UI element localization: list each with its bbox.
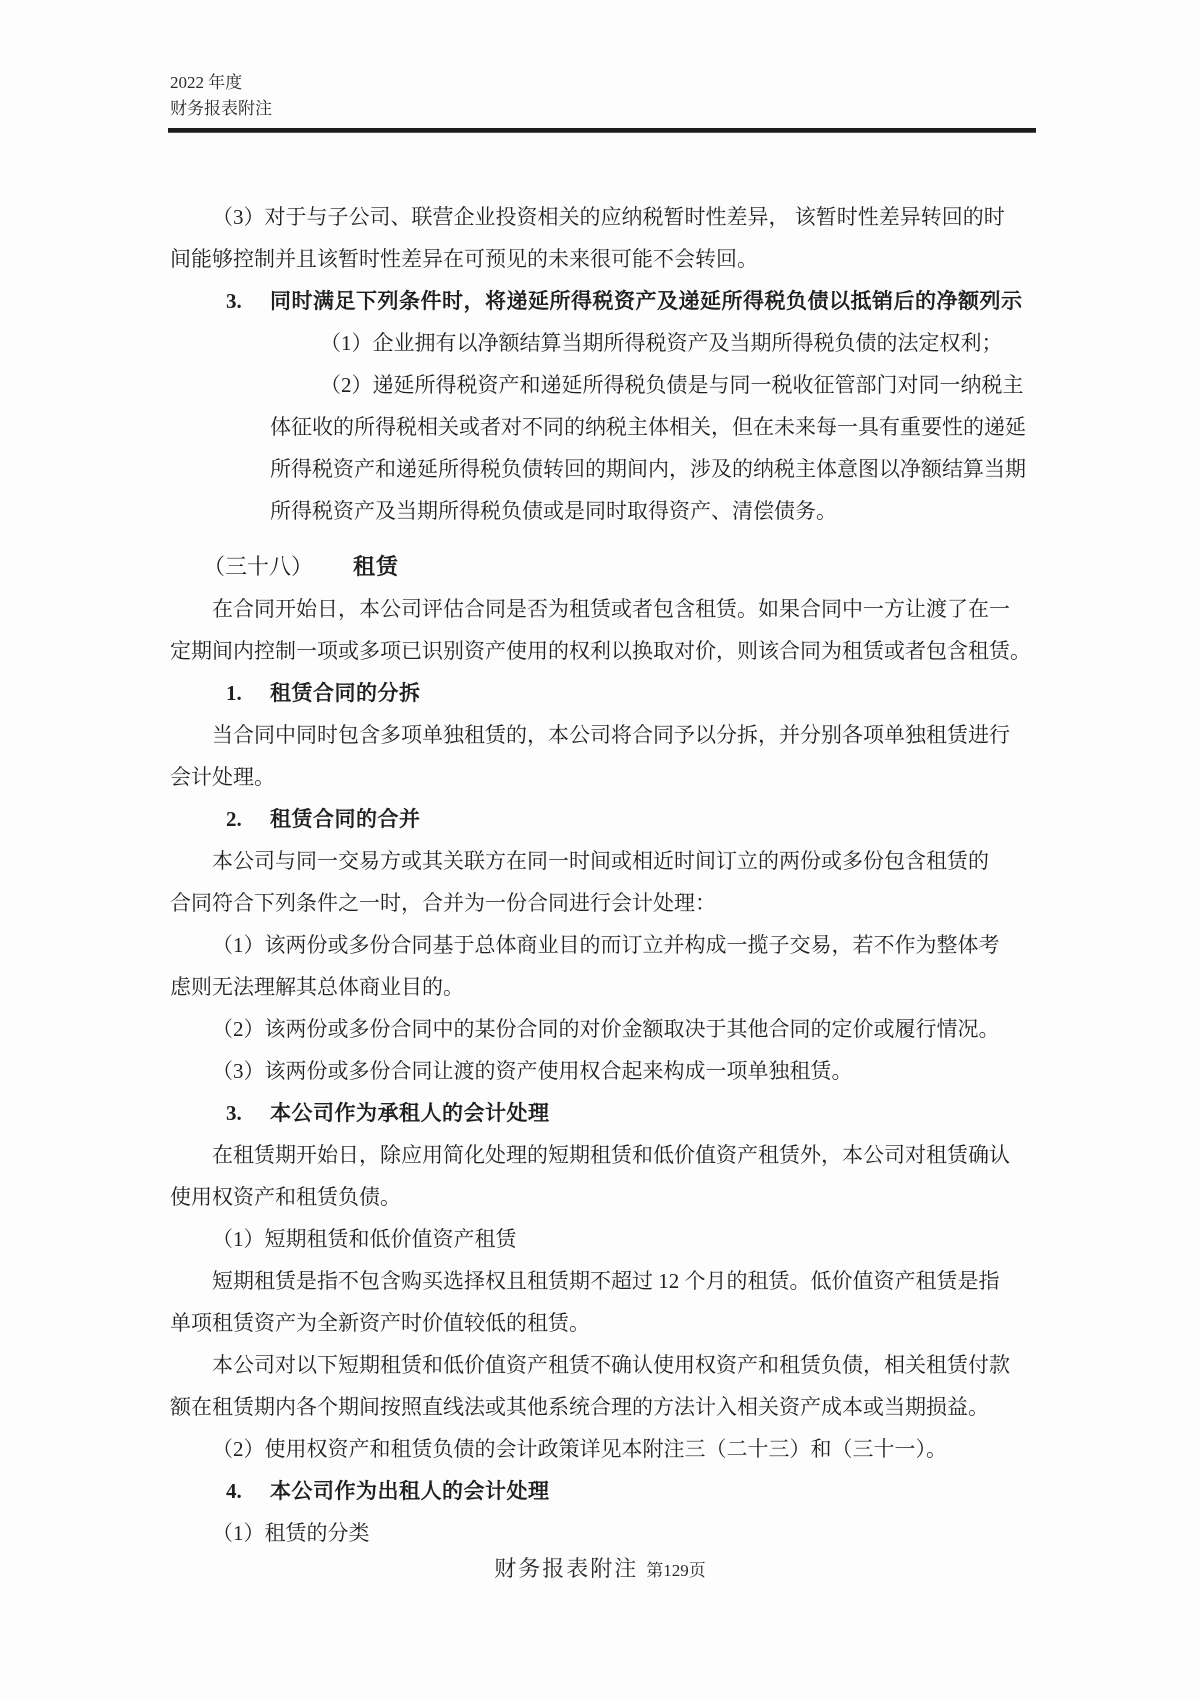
text-line	[170, 714, 1038, 756]
text-line	[170, 588, 1038, 630]
text-line	[170, 966, 1038, 1008]
line-text: 在租赁期开始日，除应用简化处理的短期租赁和低价值资产租赁外，本公司对租赁确认	[212, 1143, 1010, 1167]
line-text: 单项租赁资产为全新资产时价值较低的租赁。	[170, 1311, 590, 1335]
text-line	[170, 448, 1038, 490]
content-lines	[170, 196, 1038, 1554]
line-number: 4.	[226, 1479, 242, 1503]
line-number: 3.	[226, 289, 242, 313]
line-text: （1）企业拥有以净额结算当期所得税资产及当期所得税负债的法定权利；	[320, 331, 1003, 355]
line-text: （1）租赁的分类	[212, 1521, 370, 1545]
header-doc-title: 财务报表附注	[170, 99, 272, 118]
line-text: 租赁合同的分拆	[270, 682, 421, 705]
heading-line	[170, 1470, 1038, 1512]
text-line	[170, 364, 1038, 406]
line-text: （2）递延所得税资产和递延所得税负债是与同一税收征管部门对同一纳税主	[320, 373, 1024, 397]
line-number: 2.	[226, 807, 242, 831]
text-line	[170, 1260, 1038, 1302]
header-year: 2022 年度	[170, 73, 243, 92]
text-line	[170, 1344, 1038, 1386]
header-divider	[168, 128, 1036, 133]
text-line	[170, 1050, 1038, 1092]
heading-line	[170, 672, 1038, 714]
line-text: 所得税资产和递延所得税负债转回的期间内，涉及的纳税主体意图以净额结算当期	[270, 457, 1026, 481]
line-text: 合同符合下列条件之一时，合并为一份合同进行会计处理：	[170, 891, 716, 915]
line-text: （1）该两份或多份合同基于总体商业目的而订立并构成一揽子交易，若不作为整体考	[212, 933, 1000, 957]
line-text: 额在租赁期内各个期间按照直线法或其他系统合理的方法计入相关资产成本或当期损益。	[170, 1395, 989, 1419]
text-line	[170, 1428, 1038, 1470]
text-line	[170, 756, 1038, 798]
text-line	[170, 1218, 1038, 1260]
text-line	[170, 1134, 1038, 1176]
text-line	[170, 1386, 1038, 1428]
footer-page-number: 第129页	[646, 1561, 706, 1580]
line-text: 租赁合同的合并	[270, 808, 421, 831]
text-line	[170, 1302, 1038, 1344]
line-text: 使用权资产和租赁负债。	[170, 1185, 401, 1209]
line-text: 虑则无法理解其总体商业目的。	[170, 975, 464, 999]
line-text: 间能够控制并且该暂时性差异在可预见的未来很可能不会转回。	[170, 247, 758, 271]
line-text: （2）该两份或多份合同中的某份合同的对价金额取决于其他合同的定价或履行情况。	[212, 1017, 1000, 1041]
page-header	[170, 70, 272, 122]
line-text: 本公司对以下短期租赁和低价值资产租赁不确认使用权资产和租赁负债，相关租赁付款	[212, 1353, 1010, 1377]
line-text: 本公司作为承租人的会计处理	[270, 1102, 550, 1125]
text-line	[170, 840, 1038, 882]
line-text: 定期间内控制一项或多项已识别资产使用的权利以换取对价，则该合同为租赁或者包含租赁。	[170, 639, 1031, 663]
line-text: （3）对于与子公司、联营企业投资相关的应纳税暂时性差异， 该暂时性差异转回的时	[212, 205, 1005, 229]
footer-title: 财务报表附注	[494, 1556, 639, 1581]
line-text: 在合同开始日，本公司评估合同是否为租赁或者包含租赁。如果合同中一方让渡了在一	[212, 597, 1010, 621]
heading-line	[170, 1092, 1038, 1134]
line-text: 租赁	[353, 554, 400, 579]
line-text: （1）短期租赁和低价值资产租赁	[212, 1227, 517, 1251]
page-footer	[0, 1552, 1200, 1583]
section-heading	[170, 546, 1038, 588]
text-line	[170, 924, 1038, 966]
line-number: （三十八）	[203, 554, 314, 579]
line-text: （3）该两份或多份合同让渡的资产使用权合起来构成一项单独租赁。	[212, 1059, 853, 1083]
text-line	[170, 1008, 1038, 1050]
line-text: 本公司作为出租人的会计处理	[270, 1480, 550, 1503]
line-text: 短期租赁是指不包含购买选择权且租赁期不超过 12 个月的租赁。低价值资产租赁是指	[212, 1269, 1000, 1293]
text-line	[170, 1512, 1038, 1554]
line-text: 体征收的所得税相关或者对不同的纳税主体相关，但在未来每一具有重要性的递延	[270, 415, 1026, 439]
text-line	[170, 196, 1038, 238]
line-text: 当合同中同时包含多项单独租赁的，本公司将合同予以分拆，并分别各项单独租赁进行	[212, 723, 1010, 747]
line-text: 所得税资产及当期所得税负债或是同时取得资产、清偿债务。	[270, 499, 837, 523]
text-line	[170, 1176, 1038, 1218]
text-line	[170, 322, 1038, 364]
line-text: 同时满足下列条件时，将递延所得税资产及递延所得税负债以抵销后的净额列示	[270, 290, 1023, 313]
text-line	[170, 882, 1038, 924]
heading-line	[170, 280, 1038, 322]
document-body	[170, 196, 1038, 1554]
line-text: （2）使用权资产和租赁负债的会计政策详见本附注三（二十三）和（三十一）。	[212, 1437, 947, 1461]
text-line	[170, 238, 1038, 280]
line-number: 3.	[226, 1101, 242, 1125]
heading-line	[170, 798, 1038, 840]
text-line	[170, 406, 1038, 448]
line-text: 本公司与同一交易方或其关联方在同一时间或相近时间订立的两份或多份包含租赁的	[212, 849, 989, 873]
text-line	[170, 490, 1038, 532]
text-line	[170, 630, 1038, 672]
line-text: 会计处理。	[170, 765, 275, 789]
line-number: 1.	[226, 681, 242, 705]
